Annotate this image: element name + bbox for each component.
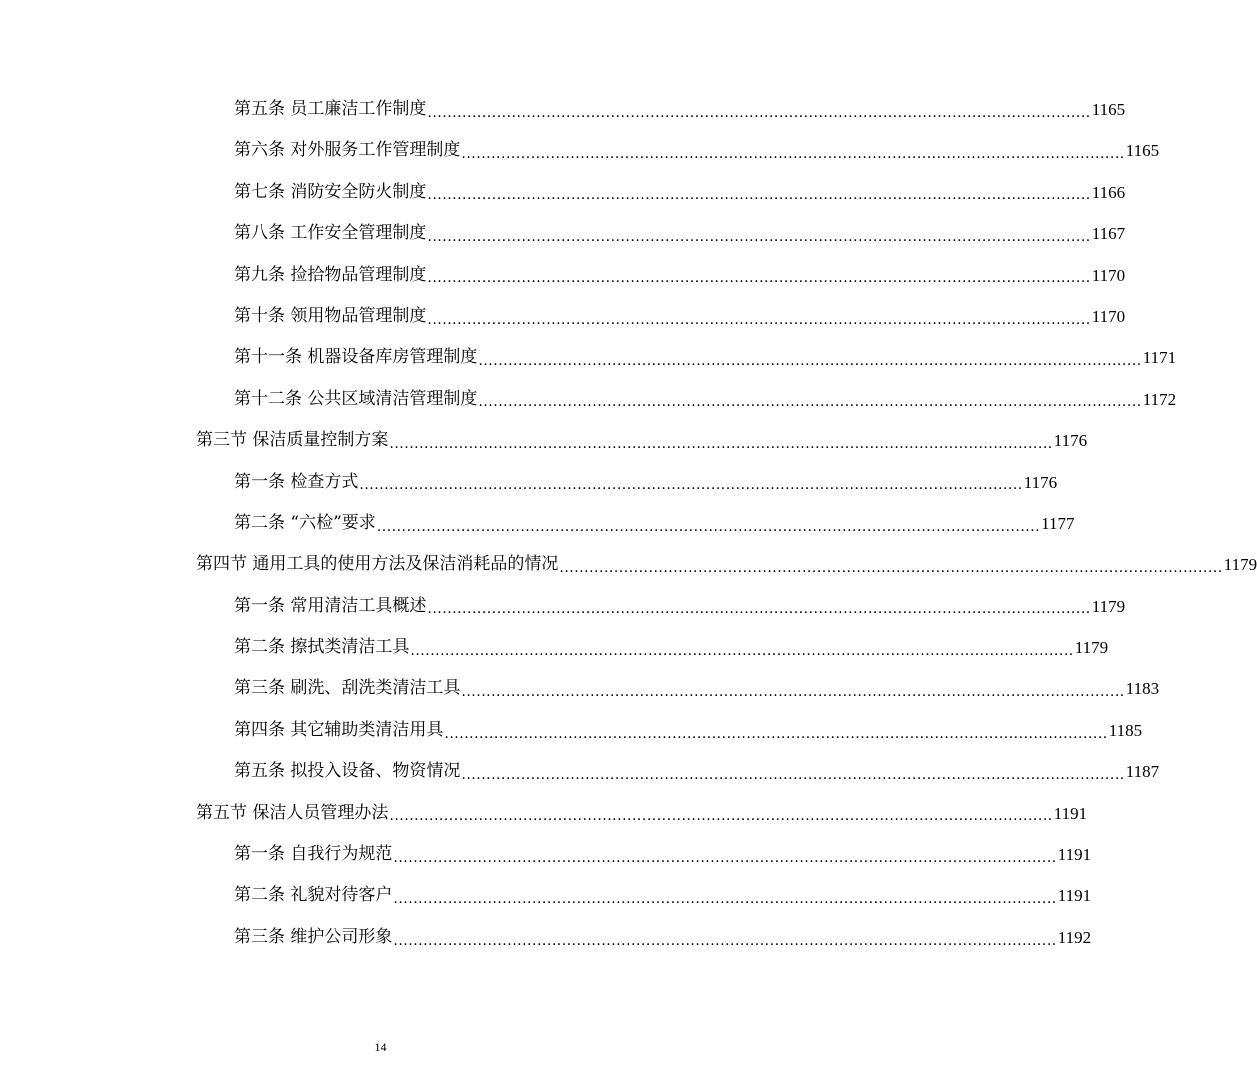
toc-entry[interactable] [234, 834, 1092, 875]
toc-entry-page: 1177 [1041, 513, 1075, 533]
toc-entry[interactable] [234, 710, 1143, 751]
toc-leader-dots: ...................................................................................................................................... [410, 642, 1074, 659]
toc-entry-label: 第二条 擦拭类清洁工具 [234, 637, 410, 658]
toc-entry[interactable] [196, 793, 1088, 834]
toc-entry-page: 1165 [1091, 100, 1126, 119]
toc-entry[interactable] [234, 503, 1075, 544]
toc-entry[interactable] [234, 462, 1058, 503]
toc-entry-label: 第二条 礼貌对待客户 [234, 885, 393, 906]
toc-entry-page: 1191 [1053, 803, 1088, 823]
toc-entry-page: 1170 [1091, 265, 1126, 285]
toc-leader-dots: ...................................................................................................................................... [461, 146, 1125, 163]
toc-entry-label: 第十二条 公共区域清洁管理制度 [234, 388, 478, 409]
toc-leader-dots: ...................................................................................................................................... [461, 684, 1125, 701]
page-number: 14 [374, 1040, 387, 1054]
toc-entry-label: 第八条 工作安全管理制度 [234, 223, 427, 244]
toc-leader-dots: ...................................................................................................................................... [427, 270, 1091, 287]
toc-leader-dots: ...................................................................................................................................... [376, 518, 1041, 535]
toc-entry-page: 1179 [1091, 596, 1126, 616]
toc-entry-label: 第一条 自我行为规范 [234, 844, 393, 865]
toc-entry[interactable] [234, 586, 1126, 627]
toc-entry-page: 1191 [1057, 886, 1092, 906]
toc-entry-page: 1165 [1125, 141, 1160, 161]
toc-entry-page: 1176 [1023, 472, 1058, 492]
toc-leader-dots: ...................................................................................................................................... [427, 311, 1091, 328]
toc-entry-label: 第一条 常用清洁工具概述 [234, 595, 427, 616]
toc-entry[interactable] [234, 130, 1160, 171]
toc-entry-page: 1170 [1091, 306, 1126, 326]
toc-leader-dots: ...................................................................................................................................... [393, 891, 1057, 908]
toc-leader-dots: ...................................................................................................................................... [444, 725, 1108, 742]
toc-leader-dots: ...................................................................................................................................... [427, 228, 1091, 245]
toc-entry-page: 1183 [1125, 679, 1160, 699]
toc-entry[interactable] [234, 627, 1109, 668]
toc-entry[interactable] [234, 172, 1126, 213]
toc-leader-dots: ...................................................................................................................................... [393, 849, 1057, 866]
toc-entry[interactable] [234, 255, 1126, 296]
toc-entry[interactable] [234, 296, 1126, 337]
toc-leader-dots: ...................................................................................................................................... [427, 601, 1091, 618]
toc-leader-dots: ...................................................................................................................................... [559, 559, 1223, 576]
toc-entry-label: 第十一条 机器设备库房管理制度 [234, 347, 478, 368]
toc-entry-page: 1171 [1142, 348, 1177, 368]
toc-entry-label: 第七条 消防安全防火制度 [234, 181, 427, 202]
toc-entry-page: 1167 [1091, 224, 1126, 244]
toc-entry-label: 第十条 领用物品管理制度 [234, 305, 427, 326]
toc-entry-page: 1185 [1108, 720, 1143, 740]
toc-leader-dots: ...................................................................................................................................... [461, 766, 1125, 783]
toc-leader-dots: ...................................................................................................................................... [478, 353, 1142, 370]
toc-entry[interactable] [196, 420, 1088, 461]
toc-entry-label: 第六条 对外服务工作管理制度 [234, 140, 461, 161]
toc-entry[interactable] [234, 213, 1126, 254]
toc-entry-page: 1166 [1091, 182, 1126, 202]
table-of-contents [0, 89, 1257, 958]
toc-leader-dots: ...................................................................................................................................... [359, 477, 1023, 494]
toc-entry-page: 1179 [1223, 555, 1257, 575]
toc-leader-dots: ...................................................................................................................................... [389, 808, 1053, 825]
toc-entry-label: 第三条 刷洗、刮洗类清洁工具 [234, 678, 461, 699]
toc-entry[interactable] [234, 875, 1092, 916]
toc-entry[interactable] [234, 917, 1092, 958]
toc-entry-page: 1192 [1057, 927, 1092, 947]
toc-entry-page: 1172 [1142, 389, 1177, 409]
toc-entry[interactable] [234, 668, 1160, 709]
toc-entry-label: 第二条 “六检”要求 [234, 512, 376, 533]
toc-entry-page: 1176 [1053, 431, 1088, 451]
toc-entry-page: 1191 [1057, 845, 1092, 865]
toc-entry[interactable] [234, 751, 1160, 792]
toc-entry-label: 第四条 其它辅助类清洁用具 [234, 719, 444, 740]
toc-leader-dots: ...................................................................................................................................... [427, 187, 1091, 204]
toc-entry[interactable] [234, 89, 1126, 130]
toc-entry-label: 第四节 通用工具的使用方法及保洁消耗品的情况 [196, 554, 559, 575]
toc-leader-dots: ...................................................................................................................................... [478, 394, 1142, 411]
toc-entry[interactable] [234, 379, 1177, 420]
toc-entry-label: 第三条 维护公司形象 [234, 926, 393, 947]
toc-leader-dots: ...................................................................................................................................... [389, 435, 1053, 452]
toc-entry-label: 第九条 捡拾物品管理制度 [234, 264, 427, 285]
toc-entry-page: 1179 [1074, 638, 1109, 658]
toc-leader-dots: ...................................................................................................................................... [427, 104, 1091, 121]
toc-leader-dots: ...................................................................................................................................... [393, 932, 1057, 949]
toc-entry-label: 第五条 拟投入设备、物资情况 [234, 761, 461, 782]
toc-entry[interactable] [196, 544, 1257, 585]
toc-entry-page: 1187 [1125, 762, 1160, 782]
toc-entry-label: 第五节 保洁人员管理办法 [196, 802, 389, 823]
toc-entry[interactable] [234, 337, 1177, 378]
toc-entry-label: 第五条 员工廉洁工作制度 [234, 99, 427, 119]
toc-entry-label: 第三节 保洁质量控制方案 [196, 430, 389, 451]
toc-entry-label: 第一条 检查方式 [234, 471, 359, 492]
